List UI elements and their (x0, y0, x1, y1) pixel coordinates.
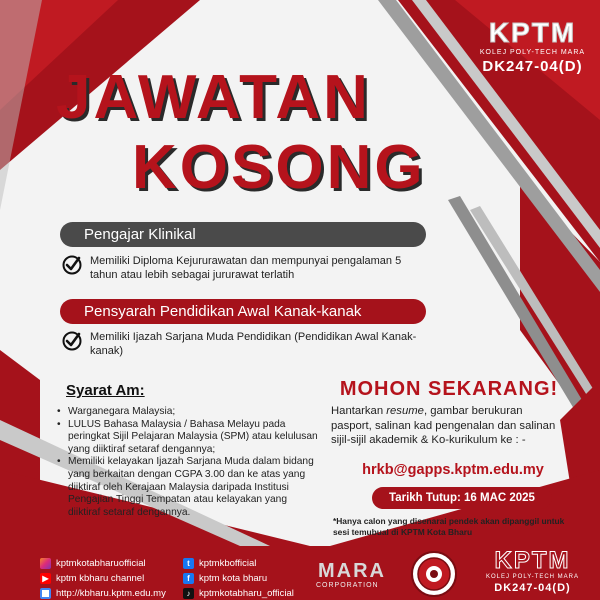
facebook-icon: f (183, 573, 194, 584)
social-text: kptmkotabharuofficial (56, 557, 146, 569)
headline-line2: KOSONG (132, 133, 426, 202)
social-youtube[interactable] (40, 571, 144, 585)
apply-now-title: MOHON SEKARANG! (339, 378, 559, 400)
apply-instructions (331, 404, 561, 448)
apply-text-italic: resume (386, 405, 424, 417)
position-title-2: Pensyarah Pendidikan Awal Kanak-kanak (60, 299, 426, 324)
logo-code: DK247-04(D) (482, 58, 583, 75)
requirement-text: Memiliki Ijazah Sarjana Muda Pendidikan (Pendidikan Awal Kanak-kanak) (90, 331, 417, 357)
logo-mark: KPTM (494, 547, 571, 574)
logo-mark: KPTM (488, 17, 577, 48)
checkmark-icon (62, 331, 82, 351)
social-instagram[interactable] (40, 556, 146, 570)
social-tiktok[interactable] (183, 586, 294, 600)
social-text: kptm kota bharu (199, 572, 268, 584)
social-text: kptmkotabharu_official (199, 587, 294, 599)
logo-subtitle: KOLEJ POLY-TECH MARA (479, 49, 586, 56)
social-twitter[interactable] (183, 556, 256, 570)
general-requirements-list (56, 406, 318, 519)
position-requirement-1 (62, 254, 422, 282)
apply-text-part: , gambar berukuran pasport, salinan kad pengenalan dan salinan sijil-sijil akademik & Ko-kurikulum ke : - (331, 405, 556, 447)
college-seal-icon (410, 550, 458, 598)
apply-text-part: Hantarkan (331, 405, 387, 417)
logo-subtitle: KOLEJ POLY-TECH MARA (485, 574, 580, 580)
position-requirement-2 (62, 330, 422, 358)
web-icon (40, 588, 51, 599)
instagram-icon (40, 558, 51, 569)
twitter-icon: t (183, 558, 194, 569)
mara-subtitle: CORPORATION (316, 582, 379, 589)
headline-line1: JAWATAN (56, 63, 371, 132)
social-web[interactable] (40, 586, 166, 600)
requirement-text: Memiliki Diploma Kejururawatan dan mempunyai pengalaman 5 tahun atau lebih sebagai jururawat terlatih (90, 255, 402, 281)
checkmark-icon (62, 255, 82, 275)
position-title-1: Pengajar Klinikal (60, 222, 426, 247)
youtube-icon: ▶ (40, 573, 51, 584)
kptm-footer-logo (470, 548, 595, 594)
mara-logo: MARA (318, 560, 386, 582)
list-item: • Warganegara Malaysia; (56, 406, 318, 419)
tiktok-icon: ♪ (183, 588, 194, 599)
list-item: • Memiliki kelayakan Ijazah Sarjana Muda dalam bidang yang berkaitan dengan CGPA 3.00 dan ke atas yang diiktiraf oleh Kerajaan Malaysia daripada Institusi Pengajian Tinggi Tempatan atau kelayakan yang diiktiraf setaraf dengannya. (56, 456, 318, 519)
closing-date-badge: Tarikh Tutup: 16 MAC 2025 (372, 487, 552, 509)
general-requirements-title: Syarat Am: (66, 382, 145, 399)
apply-email[interactable]: hrkb@gapps.kptm.edu.my (362, 462, 544, 478)
logo-code: DK247-04(D) (494, 582, 571, 594)
social-text: kptm kbharu channel (56, 572, 145, 584)
social-facebook[interactable] (183, 571, 267, 585)
social-text: kptmkbofficial (199, 557, 257, 569)
shortlist-note: *Hanya calon yang disenarai pendek akan dipanggil untuk sesi temubual di KPTM Kota Bharu (333, 516, 565, 537)
social-text: http://kbharu.kptm.edu.my (56, 587, 166, 599)
list-item: • LULUS Bahasa Malaysia / Bahasa Melayu pada peringkat Sijil Pelajaran Malaysia (SPM) atau kelulusan yang diiktiraf setaraf dengannya; (56, 419, 318, 457)
